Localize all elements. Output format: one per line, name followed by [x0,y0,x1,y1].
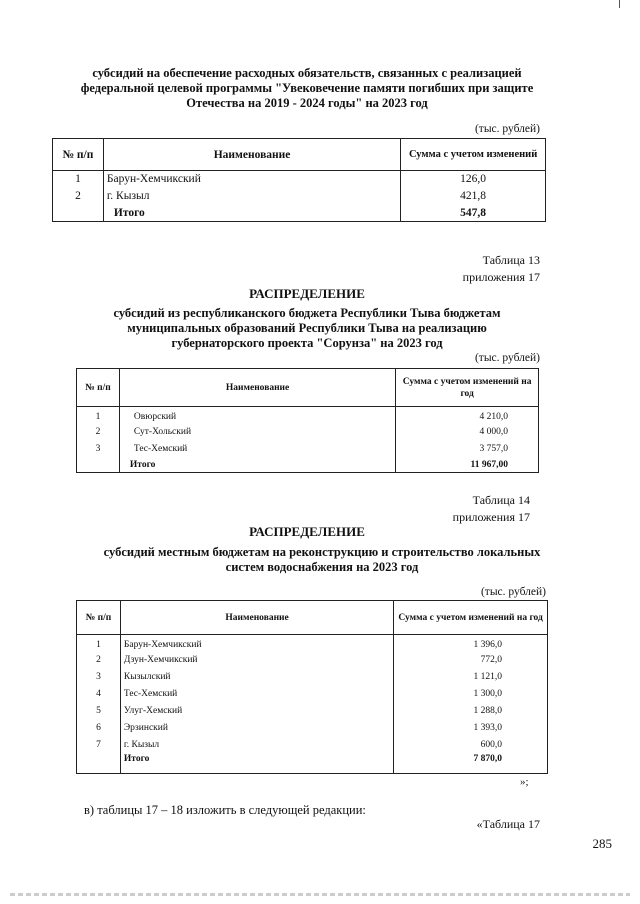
column-header-number: № п/п [53,139,104,171]
row-number: 4 [77,686,121,703]
section3-heading [52,545,592,575]
table-row [77,686,548,703]
total-row [77,458,539,473]
table-row [77,737,548,754]
table-row [77,669,548,686]
section1-heading-line: федеральной целевой программы "Увековечение памяти погибших при защите [80,81,534,95]
row-name: Тес-Хемский [120,686,393,703]
row-number: 1 [53,171,104,188]
table-row [77,407,539,424]
row-name: Улуг-Хемский [120,703,393,720]
row-sum: 4 210,0 [396,407,539,424]
row-sum: 3 757,0 [396,441,539,458]
row-number: 2 [53,188,104,205]
row-number: 3 [77,669,121,686]
section2-title: РАСПРЕДЕЛЕНИЕ [249,286,365,301]
section1-heading-line: субсидий на обеспечение расходных обязательств, связанных с реализацией [92,66,522,80]
section1-table [52,138,546,222]
column-header-sum: Сумма с учетом изменений на год [396,369,539,407]
row-name: г. Кызыл [120,737,393,754]
row-name: Барун-Хемчикский [103,171,400,188]
row-sum: 1 393,0 [394,720,548,737]
column-header-sum: Сумма с учетом изменений [401,139,546,171]
row-number: 1 [77,407,120,424]
section3-table [76,600,548,774]
section1-heading [52,66,562,111]
row-sum: 4 000,0 [396,424,539,441]
next-table-label: «Таблица 17 [476,817,540,831]
column-header-name: Наименование [103,139,400,171]
section2-heading-line: муниципальных образований Республики Тыва на реализацию [127,321,487,335]
table-row [77,720,548,737]
row-number: 1 [77,635,121,652]
section2-labels [380,252,540,286]
table-row [77,441,539,458]
section2-heading-line: губернаторского проекта "Сорунза" на 2023 год [171,336,443,350]
column-header-name: Наименование [119,369,395,407]
total-label: Итого [120,754,393,774]
total-label: Итого [103,205,400,222]
column-header-number: № п/п [77,369,120,407]
section3-unit: (тыс. рублей) [480,586,546,598]
row-number: 2 [77,652,121,669]
table-row [77,652,548,669]
section3-heading-line: субсидий местным бюджетам на реконструкцию и строительство локальных [103,545,541,559]
row-sum: 1 121,0 [394,669,548,686]
row-number: 2 [77,424,120,441]
row-sum: 1 288,0 [394,703,548,720]
row-name: Овюрский [119,407,395,424]
table-row [77,635,548,652]
total-sum: 547,8 [401,205,546,222]
table-label: Таблица 13 [482,253,540,267]
scan-artifact-line [10,893,630,896]
appendix-label: приложения 17 [452,510,530,524]
instruction-text: в) таблицы 17 – 18 изложить в следующей редакции: [84,803,366,817]
row-name: Эрзинский [120,720,393,737]
table-row [77,424,539,441]
section1-unit: (тыс. рублей) [474,123,540,135]
page-number: 285 [592,836,612,851]
row-sum: 1 396,0 [394,635,548,652]
section2-table [76,368,539,473]
row-name: г. Кызыл [103,188,400,205]
appendix-label: приложения 17 [462,270,540,284]
column-header-sum: Сумма с учетом изменений на год [394,601,548,635]
table-row [77,703,548,720]
row-name: Барун-Хемчикский [120,635,393,652]
row-number: 7 [77,737,121,754]
row-sum: 772,0 [394,652,548,669]
column-header-name: Наименование [120,601,393,635]
row-number: 6 [77,720,121,737]
total-sum: 7 870,0 [394,754,548,774]
scan-mark [619,0,620,8]
closing-mark: »; [520,776,529,788]
row-sum: 1 300,0 [394,686,548,703]
column-header-number: № п/п [77,601,121,635]
section1-heading-line: Отечества на 2019 - 2024 годы" на 2023 год [186,96,428,110]
row-name: Кызылский [120,669,393,686]
section3-title: РАСПРЕДЕЛЕНИЕ [249,524,365,539]
total-sum: 11 967,00 [396,458,539,473]
row-sum: 600,0 [394,737,548,754]
row-number: 5 [77,703,121,720]
row-name: Дзун-Хемчикский [120,652,393,669]
section2-heading-line: субсидий из республиканского бюджета Республики Тыва бюджетам [113,306,501,320]
section2-heading [52,306,562,351]
table-row [53,188,546,205]
row-name: Тес-Хемский [119,441,395,458]
row-number: 3 [77,441,120,458]
total-label: Итого [119,458,395,473]
section3-labels [380,492,530,526]
table-row [53,171,546,188]
table-label: Таблица 14 [472,493,530,507]
section2-unit: (тыс. рублей) [474,352,540,364]
section3-heading-line: систем водоснабжения на 2023 год [225,560,419,574]
row-sum: 126,0 [401,171,546,188]
total-row [53,205,546,222]
row-sum: 421,8 [401,188,546,205]
row-name: Сут-Хольский [119,424,395,441]
total-row [77,754,548,774]
